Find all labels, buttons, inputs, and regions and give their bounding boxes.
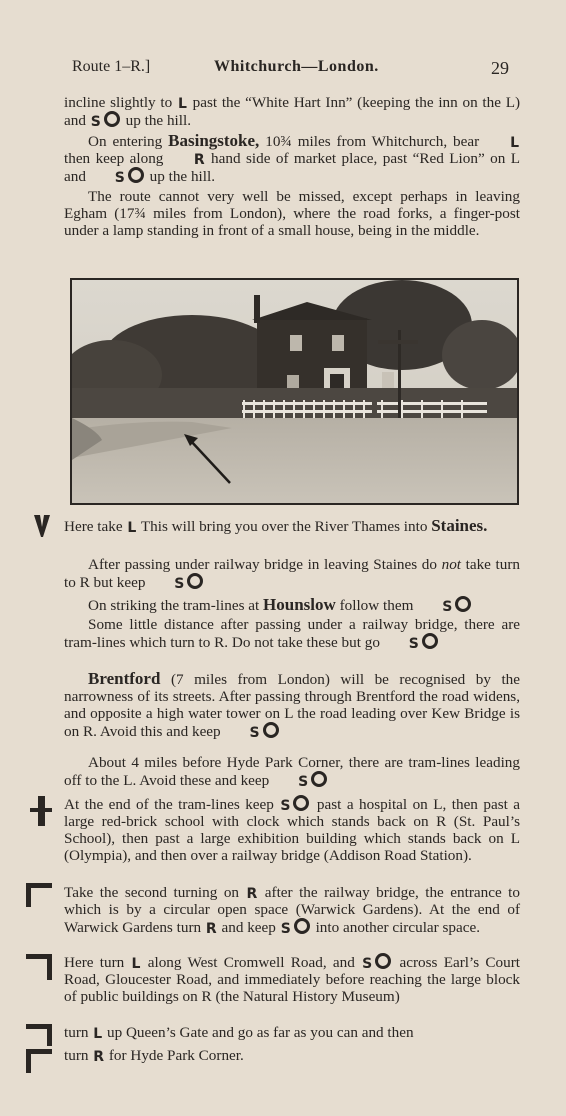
circle-icon (311, 771, 327, 787)
route-mark-right-turn-2 (26, 1049, 52, 1077)
town-hounslow: Hounslow (263, 595, 336, 614)
photo-illustration (72, 280, 517, 503)
paragraph-6: On striking the tram-lines at Hounslow follow them S (64, 596, 520, 614)
page-title: Whitchurch—London. (214, 58, 379, 75)
left-turn-icon: L (177, 96, 187, 112)
route-mark-left-turn-2 (26, 1024, 52, 1050)
route-mark-right-turn (26, 883, 52, 911)
route-mark-cross (30, 796, 52, 830)
town-brentford: Brentford (88, 669, 161, 688)
route-mark-v (34, 515, 50, 541)
running-header (72, 58, 532, 80)
paragraph-12: Here turn L along West Cromwell Road, and S across Earl’s Court Road, Gloucester Road, and immediately before reaching the large block of public buildings on R (the Natural History Museum) (64, 954, 521, 1005)
straight-on-icon: S (114, 170, 125, 186)
circle-icon (455, 596, 471, 612)
paragraph-11: Take the second turning on R after the railway bridge, the entrance to which is by a circular open space (Warwick Gardens). At the end of Warwick Gardens turn R and keep S into another circular space. (64, 884, 520, 937)
route-label: Route 1–R.] (72, 58, 151, 75)
right-turn-icon: R (205, 921, 217, 937)
paragraph-1: incline slightly to L past the “White Hart Inn” (keeping the inn on the L) and S up the hill. (64, 94, 521, 130)
paragraph-7: Some little distance after passing under a railway bridge, there are tram-lines which turn to R. Do not take these but go S (64, 616, 520, 652)
circle-icon (187, 573, 203, 589)
left-turn-icon: L (93, 1026, 103, 1042)
straight-on-icon: S (280, 798, 291, 814)
left-turn-icon: L (127, 520, 137, 536)
left-turn-mark-icon (26, 954, 52, 980)
straight-on-icon: S (174, 576, 185, 592)
right-turn-mark-icon (26, 883, 52, 907)
straight-on-icon: S (442, 599, 453, 615)
circle-icon (294, 918, 310, 934)
paragraph-2: On entering Basingstoke, 10¾ miles from Whitchurch, bear L then keep along R hand side of market place, past “Red Lion” on L and S up the hill. (64, 131, 521, 186)
straight-on-icon: S (298, 774, 309, 790)
page-number: 29 (491, 58, 509, 78)
left-turn-icon: L (131, 956, 141, 972)
crossroads-mark-icon (30, 796, 52, 826)
straight-on-icon: S (280, 921, 291, 937)
circle-icon (293, 795, 309, 811)
paragraph-10: At the end of the tram-lines keep S past a hospital on L, then past a large red-brick school with clock which stands back on R (St. Paul’s School), then past a large exhibition building which stands back on L (Olympia), and then over a railway bridge (Addison Road Station). (64, 796, 521, 864)
left-turn-mark-icon (26, 1024, 52, 1046)
route-mark-left-turn (26, 954, 52, 984)
roadside-photograph (70, 278, 519, 505)
straight-on-icon: S (249, 725, 260, 741)
left-turn-icon: L (510, 135, 520, 151)
straight-on-icon: S (362, 956, 373, 972)
straight-on-icon: S (90, 114, 101, 130)
circle-icon (422, 633, 438, 649)
paragraph-5: After passing under railway bridge in leaving Staines do not take turn to R but keep S (64, 556, 520, 592)
paragraph-9: About 4 miles before Hyde Park Corner, there are tram-lines leading off to the L. Avoid these and keep S (64, 754, 520, 790)
circle-icon (128, 167, 144, 183)
right-turn-mark-icon (26, 1049, 52, 1073)
circle-icon (104, 111, 120, 127)
town-staines: Staines. (431, 516, 488, 535)
paragraph-14: turn R for Hyde Park Corner. (64, 1047, 244, 1065)
town-basingstoke: Basingstoke, (168, 131, 260, 150)
right-turn-icon: R (93, 1049, 105, 1065)
right-turn-icon: R (193, 152, 205, 168)
paragraph-4: Here take L This will bring you over the River Thames into Staines. (64, 516, 488, 536)
paragraph-3: The route cannot very well be missed, except perhaps in leaving Egham (17¾ miles from London), where the road forks, a finger-post under a lamp standing in front of a small house, being in the middle. (64, 188, 520, 239)
paragraph-8: Brentford (7 miles from London) will be recognised by the narrowness of its streets. After passing through Brentford the road widens, and opposite a high water tower on L the road leading over Kew Bridge is on R. Avoid this and keep S (64, 669, 521, 741)
circle-icon (263, 722, 279, 738)
straight-on-icon: S (408, 636, 419, 652)
paragraph-13: turn L up Queen’s Gate and go as far as you can and then (64, 1024, 414, 1042)
right-turn-icon: R (246, 886, 258, 902)
circle-icon (375, 953, 391, 969)
v-mark-icon (34, 515, 50, 537)
